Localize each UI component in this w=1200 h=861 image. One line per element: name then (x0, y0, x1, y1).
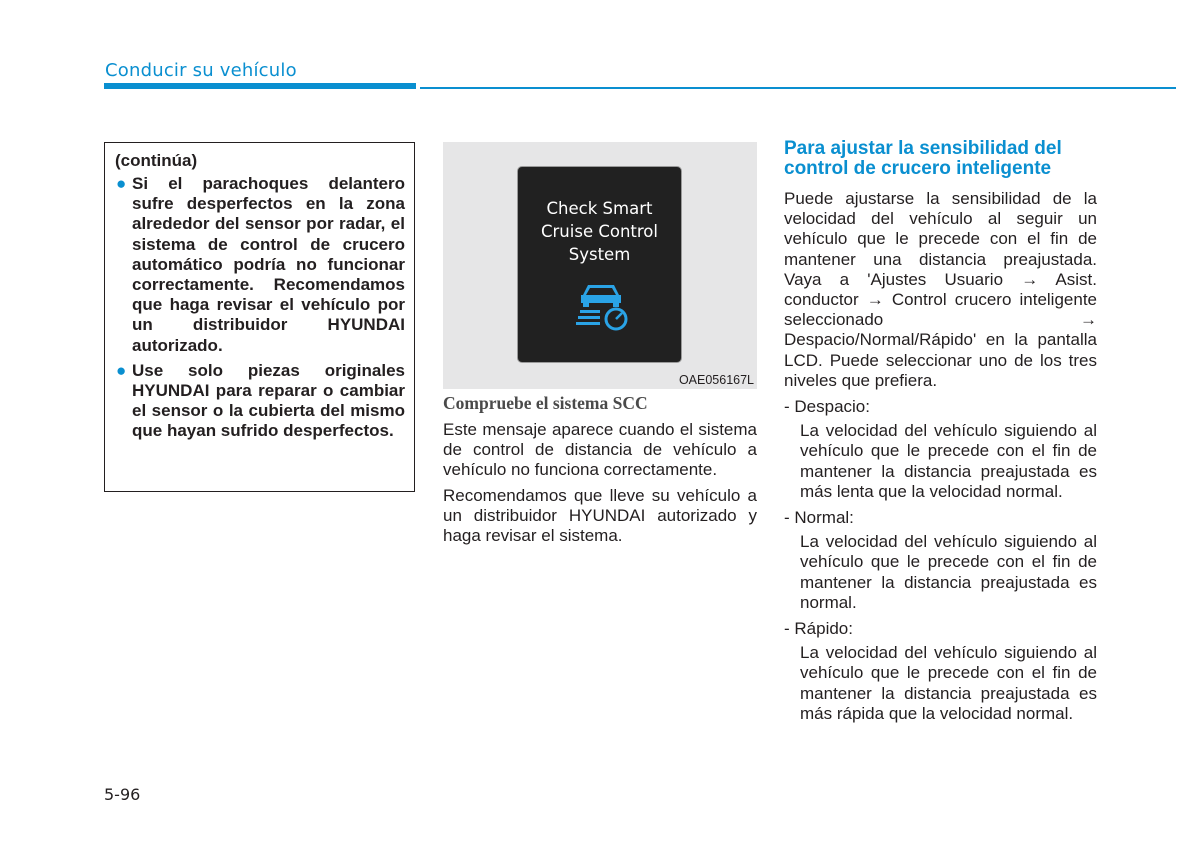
section-intro: Puede ajustarse la sensibilidad de la velocidad del vehículo al seguir un vehículo que le precede con el fin de mantener una distancia preajustada. Vaya a 'Ajustes Usuario → Asist. conductor → Control crucero inteligente seleccionado → Despacio/Normal/Rápido' en la pantalla LCD. Puede seleccionar uno de los tres niveles que prefiera. (784, 189, 1097, 390)
page-number: 5-96 (104, 785, 141, 804)
paragraph: Este mensaje aparece cuando el sistema de control de distancia de vehículo a vehículo no funciona correctamente. (443, 420, 757, 480)
section-heading: Para ajustar la sensibilidad del control de crucero inteligente (784, 138, 1062, 179)
lcd-display (517, 166, 682, 363)
figure-lcd-message (443, 142, 757, 389)
warning-list (115, 174, 405, 442)
figure-code: OAE056167L (678, 373, 754, 387)
smart-cruise-control-icon (574, 281, 634, 331)
header-rule-thick (104, 83, 416, 89)
sensitivity-section (784, 139, 1097, 730)
option-label-fast: - Rápido: (784, 619, 853, 639)
warning-item-text: Si el parachoques delantero sufre desperfectos en la zona alrededor del sensor por radar, el sistema de control de crucero automático podría no funcionar correctamente. Recomendamos que haga revisar el vehículo por un distribuidor HYUNDAI autorizado. (132, 174, 405, 355)
lcd-line: Cruise Control (541, 222, 658, 241)
option-desc-fast: La velocidad del vehículo siguiendo al vehículo que le precede con el fin de mantener la distancia preajustada es más rápida que la velocidad normal. (800, 643, 1097, 723)
bullet-icon: ● (116, 174, 127, 193)
bullet-icon: ● (116, 360, 127, 380)
option-label-slow: - Despacio: (784, 397, 870, 417)
warning-continued-label: (continúa) (115, 151, 198, 170)
figure-caption: Compruebe el sistema SCC (443, 393, 648, 413)
lcd-line: System (568, 245, 631, 264)
lcd-message (518, 197, 681, 266)
warning-item-text: Use solo piezas originales HYUNDAI para reparar o cambiar el sensor o la cubierta del mismo que hayan sufrido desperfectos. (132, 360, 405, 441)
warning-item (115, 361, 405, 442)
middle-text (443, 420, 757, 551)
option-desc-normal: La velocidad del vehículo siguiendo al vehículo que le precede con el fin de mantener la distancia preajustada es normal. (800, 532, 1097, 612)
lcd-line: Check Smart (546, 199, 653, 218)
warning-item (115, 174, 405, 356)
warning-box (104, 142, 415, 492)
option-label-normal: - Normal: (784, 508, 854, 528)
paragraph: Recomendamos que lleve su vehículo a un distribuidor HYUNDAI autorizado y haga revisar el sistema. (443, 485, 757, 546)
header-rule-thin (420, 87, 1176, 89)
section-title: Conducir su vehículo (105, 60, 297, 81)
option-desc-slow: La velocidad del vehículo siguiendo al vehículo que le precede con el fin de mantener la distancia preajustada es más lenta que la velocidad normal. (800, 421, 1097, 501)
